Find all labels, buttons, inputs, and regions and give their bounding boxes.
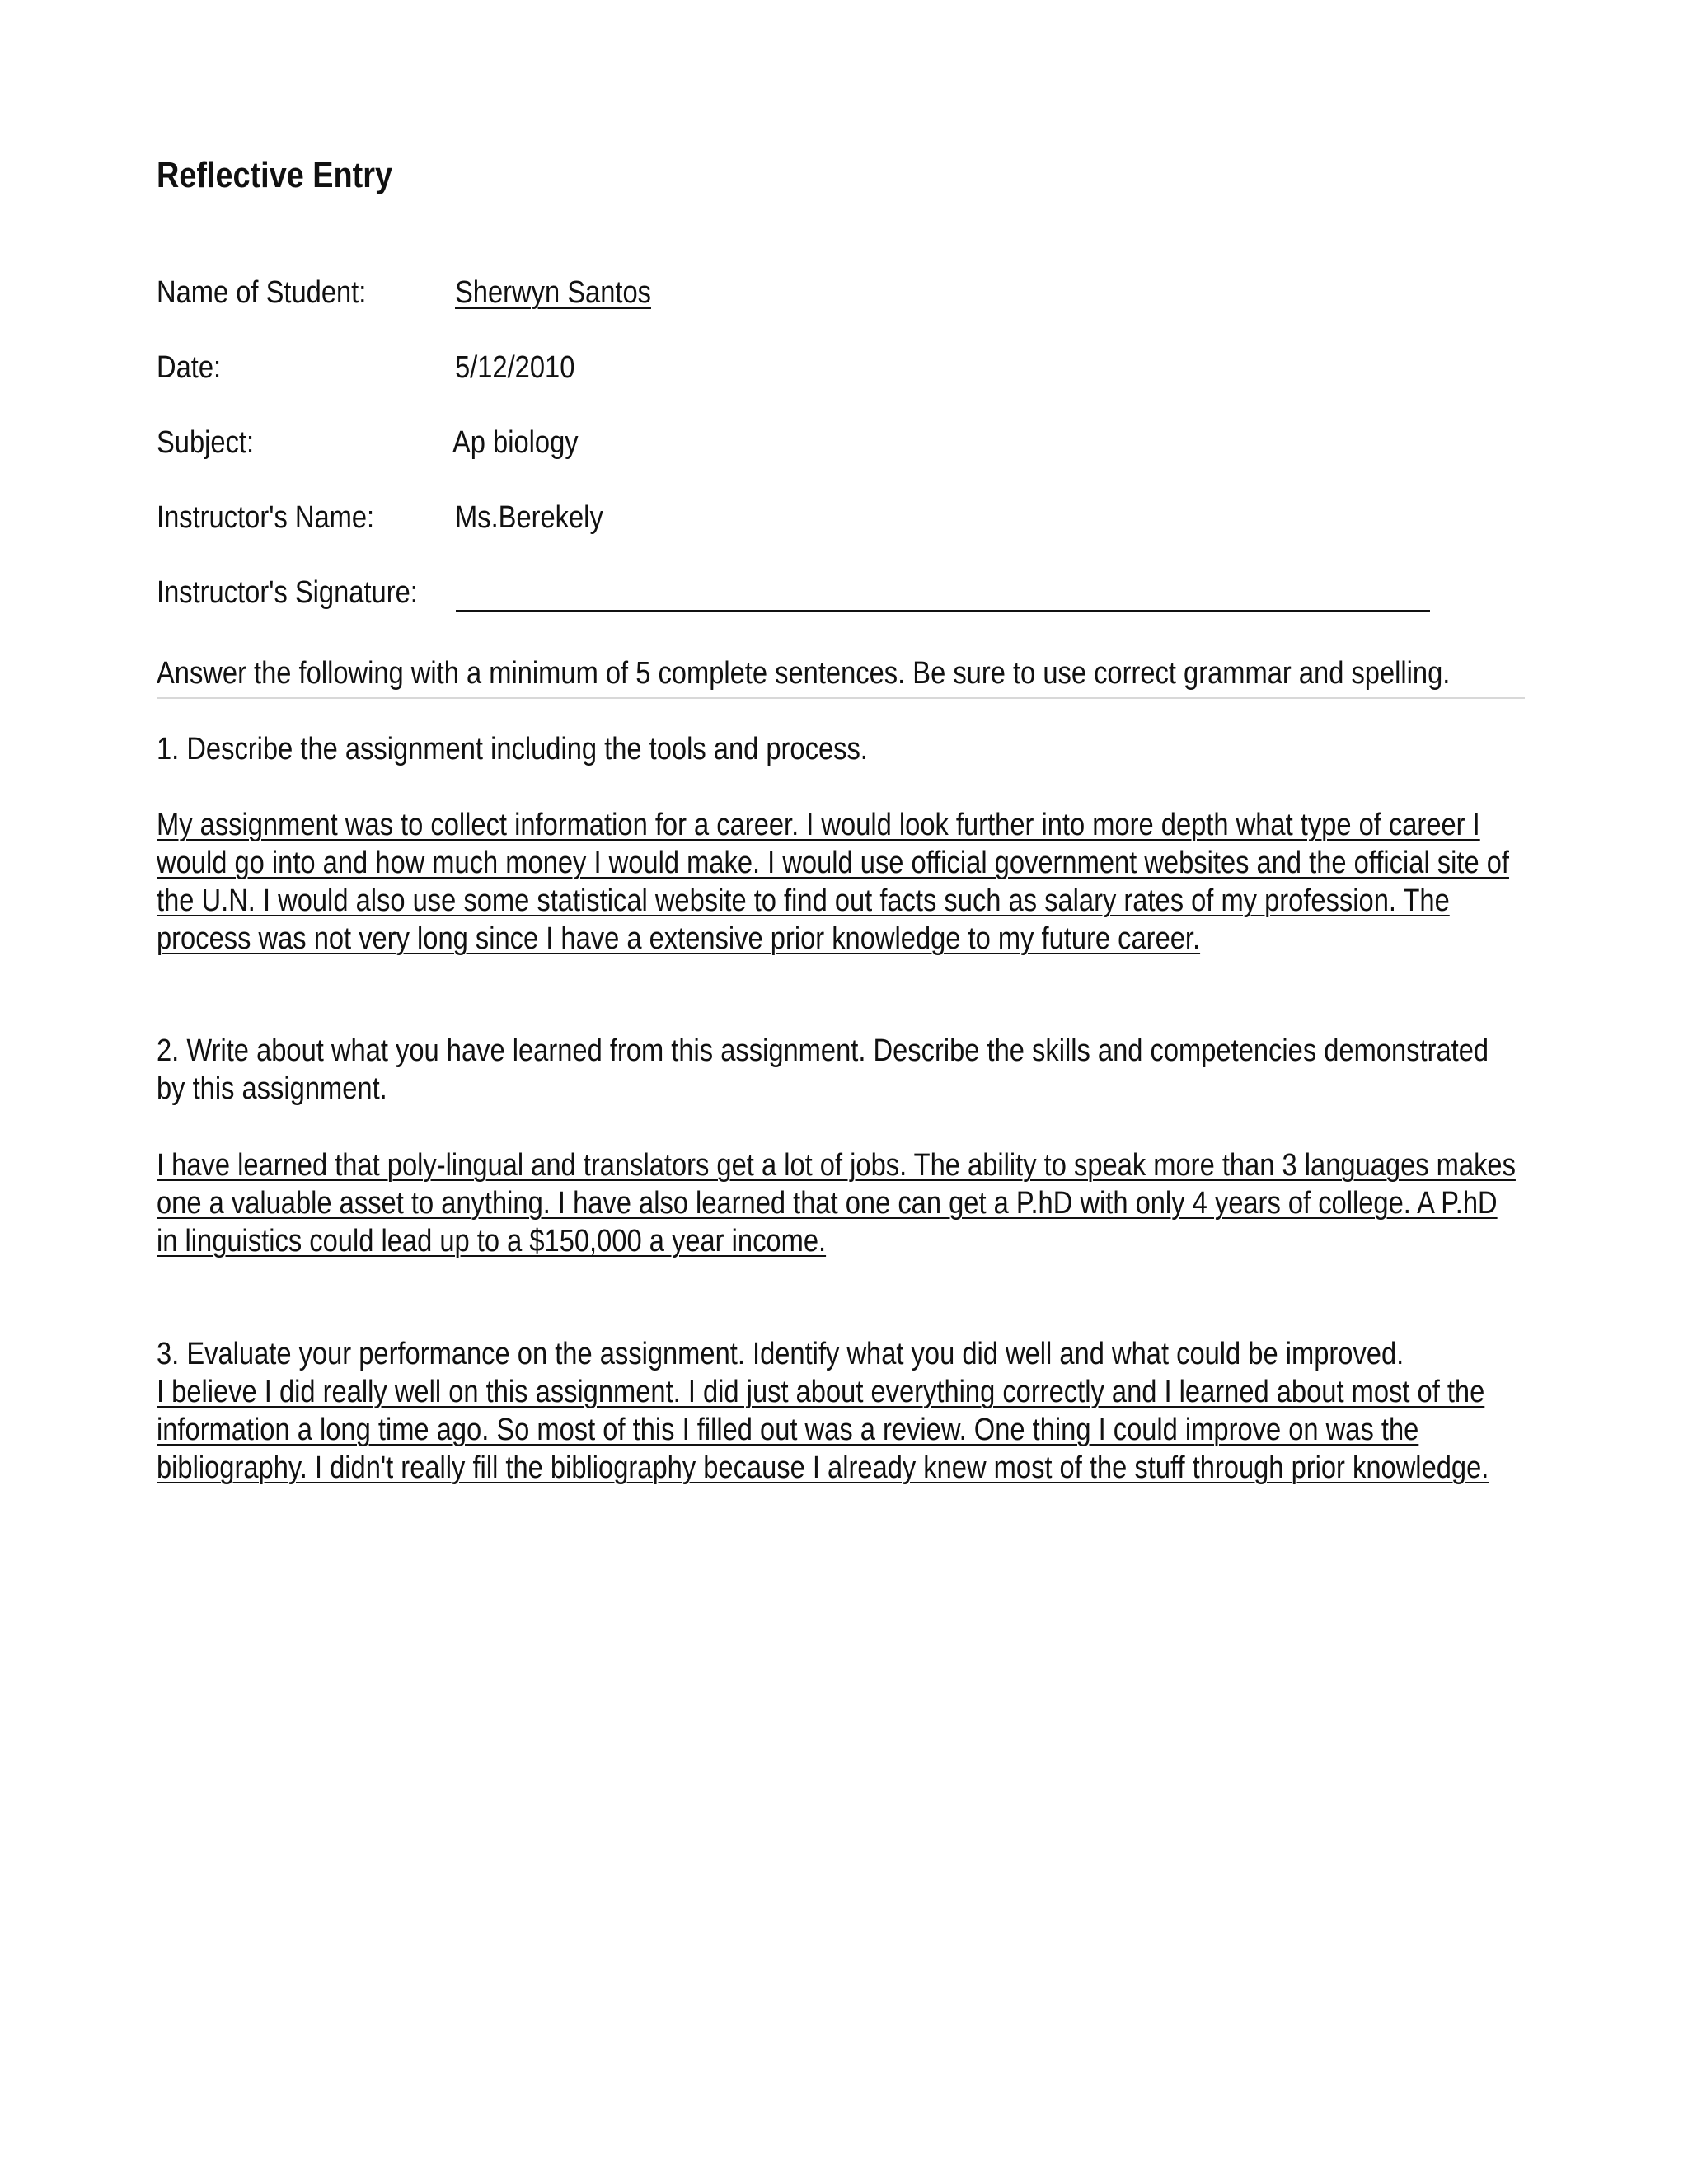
question-3-prompt — [157, 1335, 1404, 1373]
date-label: Date: — [157, 350, 222, 385]
instructions-text: Answer the following with a minimum of 5 complete sentences. Be sure to use correct grammar and spelling. — [157, 656, 1451, 691]
answer-line: process was not very long since I have a extensive prior knowledge to my future career. — [157, 921, 1201, 956]
answer-line: would go into and how much money I would make. I would use official government websites and the official site of — [157, 846, 1509, 880]
subject-value: Ap biology — [452, 425, 579, 460]
instructor-name-label: Instructor's Name: — [157, 500, 375, 535]
question-2-prompt — [157, 1032, 1489, 1108]
question-1-answer — [157, 806, 1509, 958]
question-prompt-line: 1. Describe the assignment including the tools and process. — [157, 732, 868, 766]
answer-line: one a valuable asset to anything. I have also learned that one can get a P.hD with only 4 years of college. A P.hD — [157, 1186, 1498, 1221]
answer-line: in linguistics could lead up to a $150,000 a year income. — [157, 1224, 827, 1258]
answer-line: the U.N. I would also use some statistical website to find out facts such as salary rates of my profession. The — [157, 883, 1450, 918]
answer-line: bibliography. I didn't really fill the bibliography because I already knew most of the stuff through prior knowledge. — [157, 1451, 1489, 1485]
signature-line — [456, 610, 1430, 612]
answer-line: information a long time ago. So most of this I filled out was a review. One thing I could improve on was the — [157, 1413, 1419, 1447]
answer-line: I have learned that poly-lingual and translators get a lot of jobs. The ability to speak more than 3 languages makes — [157, 1148, 1516, 1183]
subject-label: Subject: — [157, 425, 255, 460]
instructor-name-value: Ms.Berekely — [455, 500, 603, 535]
answer-line: My assignment was to collect information for a career. I would look further into more depth what type of career I — [157, 808, 1480, 842]
question-3-answer — [157, 1373, 1489, 1487]
student-name-label: Name of Student: — [157, 275, 367, 310]
question-1-prompt — [157, 730, 868, 768]
document-title: Reflective Entry — [157, 155, 393, 195]
divider — [157, 697, 1525, 699]
answer-line: I believe I did really well on this assignment. I did just about everything correctly and I learned about most of the — [157, 1375, 1485, 1409]
question-2-answer — [157, 1146, 1516, 1260]
date-value: 5/12/2010 — [455, 350, 575, 385]
question-prompt-line: by this assignment. — [157, 1071, 387, 1106]
question-prompt-line: 2. Write about what you have learned from this assignment. Describe the skills and competencies demonstrated — [157, 1033, 1489, 1068]
instructor-signature-label: Instructor's Signature: — [157, 575, 418, 610]
student-name-value: Sherwyn Santos — [455, 275, 651, 310]
question-prompt-line: 3. Evaluate your performance on the assignment. Identify what you did well and what could be improved. — [157, 1337, 1404, 1371]
